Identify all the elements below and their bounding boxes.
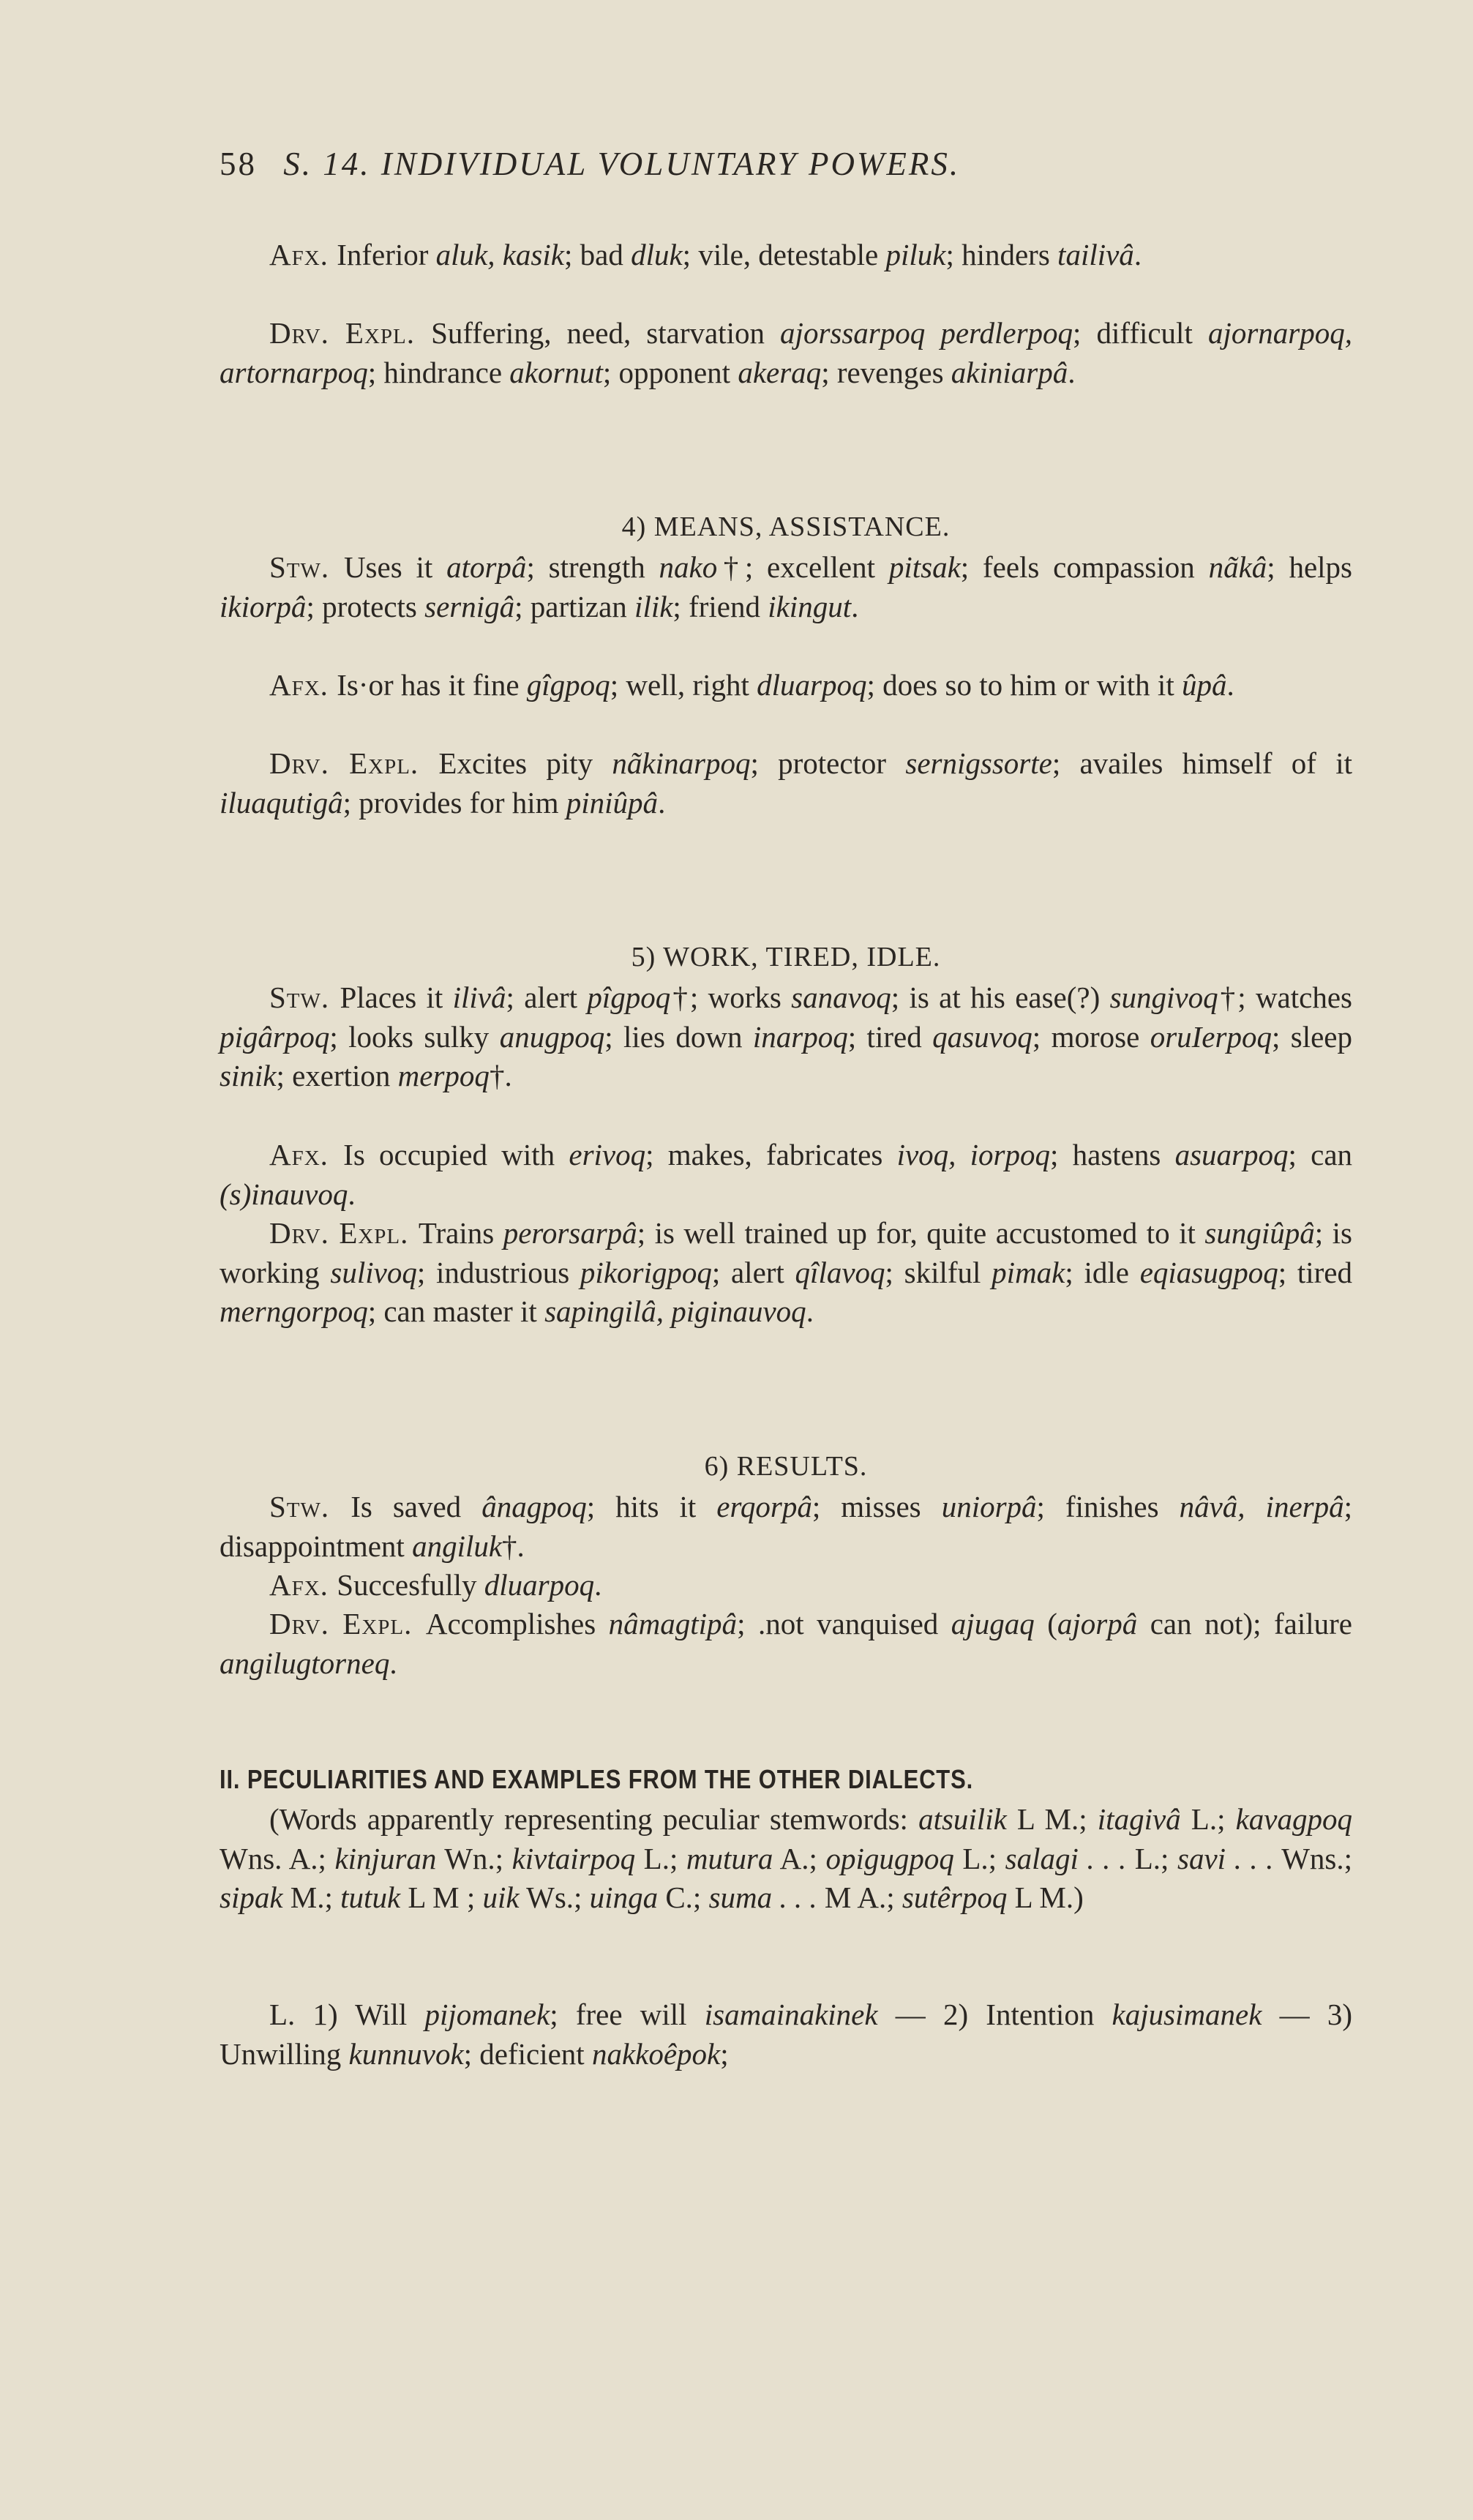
paragraph-label: Drv. Expl. [269,746,439,780]
paragraph-text [220,1214,1352,1332]
running-head-title: S. 14. INDIVIDUAL VOLUNTARY POWERS. [283,146,961,182]
paragraph-label: Drv. Expl. [269,1216,419,1250]
paragraph-body: Succesfully dluarpoq. [337,1568,602,1602]
paragraph-b9 [220,1488,1352,1566]
paragraph-text [220,1995,1352,2074]
paragraph-b1 [220,236,1352,275]
paragraph-body: Suffering, need, starvation ajorssarpoq perdlerpoq; difficult ajornarpoq, artornarpoq; hindrance akornut; opponent akeraq; revenges akiniarpâ. [220,316,1352,389]
paragraph-label: Afx. [269,1138,344,1171]
paragraph-b7 [220,1136,1352,1214]
paragraph-body: Inferior aluk, kasik; bad dluk; vile, detestable piluk; hinders tailivâ. [337,238,1142,271]
paragraph-b3 [220,548,1352,626]
paragraph-b13 [220,1995,1352,2074]
running-head [220,145,1288,184]
paragraph-body: Trains perorsarpâ; is well trained up for, quite accustomed to it sungiûpâ; is working sulivoq; industrious pikorigpoq; alert qîlavoq; skilful pimak; idle eqiasugpoq; tired merngorpoq; can master it sapingilâ, piginauvoq. [220,1216,1353,1328]
paragraph-b12 [220,1800,1352,1918]
paragraph-text [220,1566,1352,1605]
paragraph-b6 [220,978,1352,1096]
paragraph-text [220,548,1352,626]
paragraph-text [220,314,1352,392]
paragraph-label: Stw. [269,1490,351,1523]
section-heading-s5: 5) WORK, TIRED, IDLE. [631,942,941,972]
paragraph-text [220,744,1352,822]
paragraph-b10 [220,1566,1352,1605]
section-heading-s4: 4) MEANS, ASSISTANCE. [621,511,951,542]
paragraph-label: Afx. [269,1568,337,1602]
paragraph-label: Stw. [269,980,340,1014]
paragraph-body: Excites pity nãkinarpoq; protector sernigssorte; availes himself of it iluaqutigâ; provides for him piniûpâ. [220,746,1352,820]
paragraph-text [220,666,1352,705]
paragraph-text [220,978,1352,1096]
paragraph-label: Drv. Expl. [269,1607,426,1640]
paragraph-b11 [220,1605,1352,1683]
paragraph-label: Afx. [269,238,337,271]
paragraph-body: Accomplishes nâmagtipâ; .not vanquised ajugaq (ajorpâ can not); failure angilugtorneq. [220,1607,1352,1680]
paragraph-body: L. 1) Will pijomanek; free will isamainakinek — 2) Intention kajusimanek — 3) Unwilling kunnuvok; deficient nakkoêpok; [220,1998,1352,2071]
section-heading-s6: 6) RESULTS. [704,1451,868,1482]
paragraph-b2 [220,314,1352,392]
paragraph-text [220,1136,1352,1214]
paragraph-label: Stw. [269,550,344,584]
paragraph-b5 [220,744,1352,822]
major-heading: II. PECULIARITIES AND EXAMPLES FROM THE OTHER DIALECTS. [220,1764,974,1794]
paragraph-text [220,1488,1352,1566]
paragraph-body: Is saved ânagpoq; hits it erqorpâ; misses uniorpâ; finishes nâvâ, inerpâ; disappointment angiluk†. [220,1490,1352,1563]
paragraph-body: Places it ilivâ; alert pîgpoq†; works sanavoq; is at his ease(?) sungivoq†; watches pigârpoq; looks sulky anugpoq; lies down inarpoq; tired qasuvoq; morose oruIerpoq; sleep sinik; exertion merpoq†. [220,980,1353,1092]
paragraph-text [220,1800,1352,1918]
paragraph-b8 [220,1214,1352,1332]
paragraph-body: Uses it atorpâ; strength nako†; excellent pitsak; feels compassion nãkâ; helps ikiorpâ; protects sernigâ; partizan ilik; friend ikingut. [220,550,1353,623]
paragraph-label: Drv. Expl. [269,316,432,350]
paragraph-body: (Words apparently representing peculiar stemwords: atsuilik L M.; itagivâ L.; kavagpoq Wns. A.; kinjuran Wn.; kivtairpoq L.; mutura A.; opigugpoq L.; salagi . . . L.; savi . . . Wns.; sipak M.; tutuk L M ; uik Ws.; uinga C.; suma . . . M A.; sutêrpoq L M.) [220,1802,1353,1914]
paragraph-body: Is·or has it fine gîgpoq; well, right dluarpoq; does so to him or with it ûpâ. [337,668,1234,702]
page-number: 58 [220,146,257,182]
paragraph-text [220,1605,1352,1683]
paragraph-body: Is occupied with erivoq; makes, fabricates ivoq, iorpoq; hastens asuarpoq; can (s)inauvoq. [220,1138,1353,1211]
paragraph-b4 [220,666,1352,705]
paragraph-label: Afx. [269,668,337,702]
paragraph-text [220,236,1352,275]
